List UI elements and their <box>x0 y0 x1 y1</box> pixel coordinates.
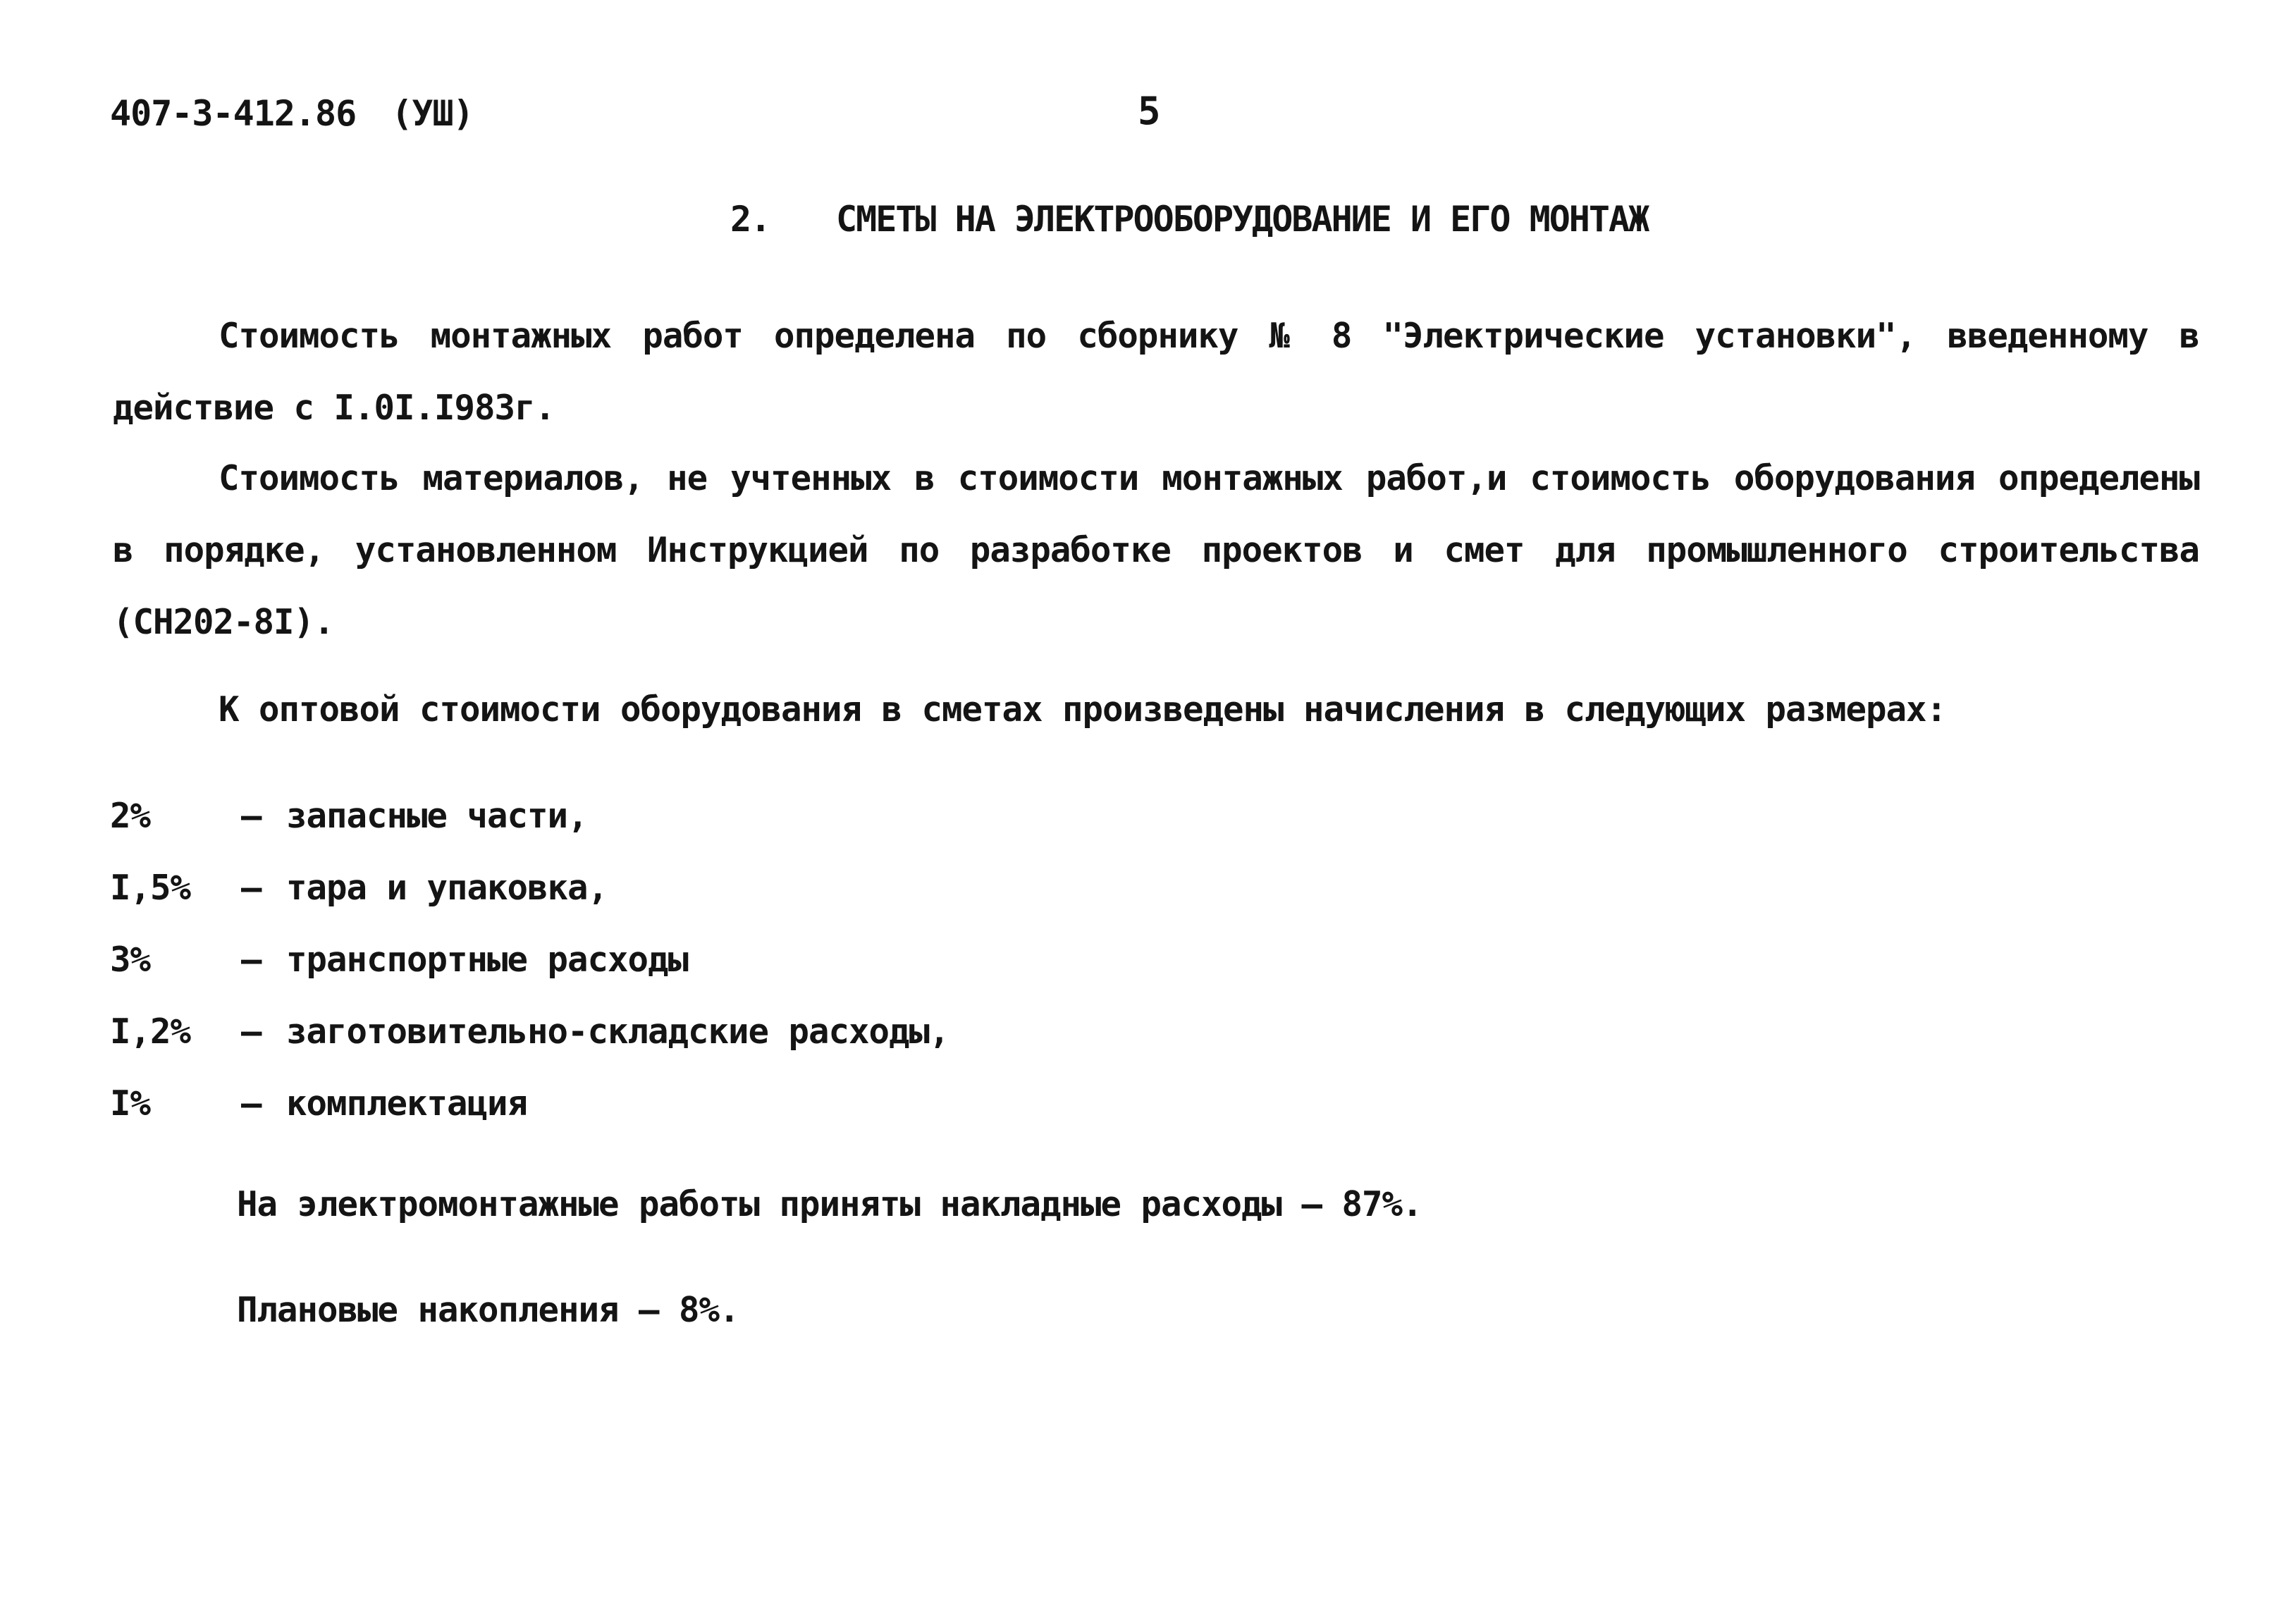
planned-savings-note: Плановые накопления – 8%. <box>237 1290 739 1330</box>
section-title: СМЕТЫ НА ЭЛЕКТРООБОРУДОВАНИЕ И ЕГО МОНТАЖ <box>836 199 1649 240</box>
markup-label: заготовительно-складские расходы, <box>286 1011 949 1052</box>
section-number: 2. <box>730 199 770 240</box>
document-code: 407-3-412.86 <box>110 93 357 134</box>
markup-percent: I,2% <box>110 1011 191 1052</box>
markup-percent: I% <box>110 1083 151 1124</box>
dash-separator: – <box>241 795 262 836</box>
list-item <box>110 995 949 1067</box>
markup-label: запасные части, <box>286 795 588 836</box>
markup-list <box>110 780 949 1139</box>
section-heading <box>730 199 1648 240</box>
list-item <box>110 923 949 995</box>
album-series: (УШ) <box>391 93 474 134</box>
list-item <box>110 780 949 851</box>
document-header <box>110 93 474 134</box>
page-number: 5 <box>1138 89 1161 133</box>
list-item <box>110 1067 949 1139</box>
dash-separator: – <box>241 1083 262 1124</box>
dash-separator: – <box>241 1011 262 1052</box>
markup-percent: 2% <box>110 795 151 836</box>
overhead-note: На электромонтажные работы приняты накладные расходы – 87%. <box>237 1184 1422 1224</box>
paragraph-installation-cost: Стоимость монтажных работ определена по сборнику № 8 "Электрические установки", введенному в действие с I.0I.I983г. <box>113 316 2199 428</box>
markup-label: тара и упаковка, <box>286 867 608 908</box>
dash-separator: – <box>241 939 262 980</box>
list-item <box>110 851 949 923</box>
paragraph-markups-intro: К оптовой стоимости оборудования в сметах произведены начисления в следующих размерах: <box>219 689 1947 730</box>
markup-percent: I,5% <box>110 867 191 908</box>
paragraph-materials-cost: Стоимость материалов, не учтенных в стоимости монтажных работ,и стоимость оборудования определены в порядке, установленном Инструкцией по разработке проектов и смет для промышленного строительства (СН202-8I). <box>113 458 2199 642</box>
markup-label: транспортные расходы <box>286 939 689 980</box>
dash-separator: – <box>241 867 262 908</box>
markup-label: комплектация <box>286 1083 528 1124</box>
markup-percent: 3% <box>110 939 151 980</box>
